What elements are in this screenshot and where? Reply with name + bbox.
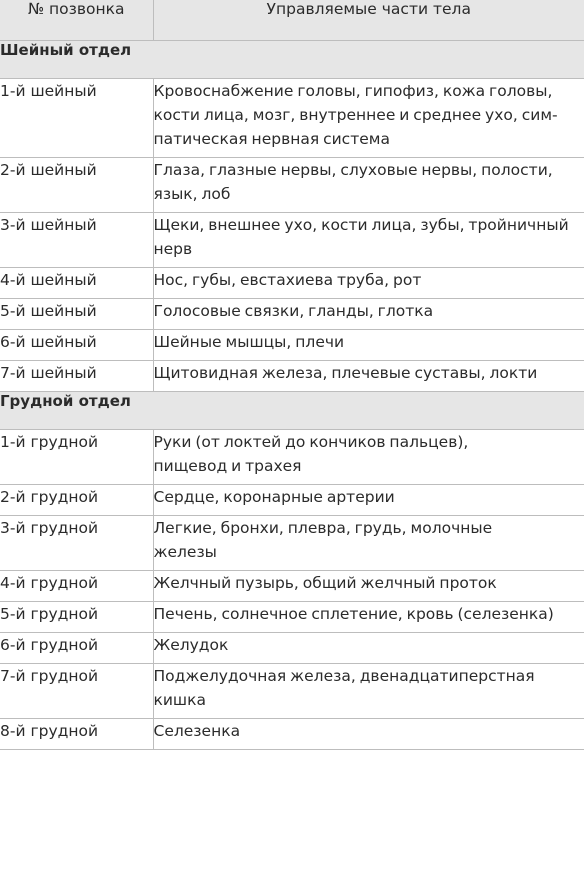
body-parts-line: нерв <box>153 240 193 258</box>
body-parts-line: Щеки, внешнее ухо, кости лица, зубы, тройничный <box>153 216 569 234</box>
vertebra-cell: 4-й грудной <box>0 571 153 602</box>
vertebra-cell: 1-й шейный <box>0 79 153 158</box>
body-parts-line: Нос, губы, евстахиева труба, рот <box>153 271 422 289</box>
body-parts-line: кишка <box>153 691 206 709</box>
body-parts-cell <box>153 158 584 213</box>
table-row <box>0 485 584 516</box>
body-parts-cell <box>153 664 584 719</box>
body-parts-cell <box>153 571 584 602</box>
vertebra-cell: 5-й грудной <box>0 602 153 633</box>
header-row <box>0 0 584 41</box>
section-row <box>0 392 584 430</box>
table-row <box>0 664 584 719</box>
column-header-vertebra: № позвонка <box>0 0 153 41</box>
table-row <box>0 268 584 299</box>
body-parts-line: Сердце, коронарные артерии <box>153 488 395 506</box>
body-parts-line: Голосовые связки, гланды, глотка <box>153 302 434 320</box>
table-row <box>0 158 584 213</box>
body-parts-cell <box>153 719 584 750</box>
section-row <box>0 41 584 79</box>
body-parts-line: Легкие, бронхи, плевра, грудь, молочные <box>153 519 493 537</box>
body-parts-cell <box>153 633 584 664</box>
vertebra-cell: 7-й шейный <box>0 361 153 392</box>
table-row <box>0 299 584 330</box>
body-parts-line: Желудок <box>153 636 229 654</box>
body-parts-cell <box>153 213 584 268</box>
table-row <box>0 571 584 602</box>
body-parts-cell <box>153 516 584 571</box>
body-parts-cell <box>153 299 584 330</box>
body-parts-cell <box>153 485 584 516</box>
body-parts-cell <box>153 602 584 633</box>
body-parts-line: железы <box>153 543 217 561</box>
section-title-cervical: Шейный отдел <box>0 41 584 79</box>
table-row <box>0 719 584 750</box>
body-parts-line: Щитовидная железа, плечевые суставы, локти <box>153 364 538 382</box>
table-row <box>0 79 584 158</box>
body-parts-cell <box>153 361 584 392</box>
vertebra-cell: 5-й шейный <box>0 299 153 330</box>
table-row <box>0 430 584 485</box>
vertebra-cell: 4-й шейный <box>0 268 153 299</box>
vertebra-cell: 3-й грудной <box>0 516 153 571</box>
body-parts-line: Поджелудочная железа, двенадцатиперстная <box>153 667 535 685</box>
body-parts-cell <box>153 79 584 158</box>
body-parts-line: Печень, солнечное сплетение, кровь (селезенка) <box>153 605 554 623</box>
table-row <box>0 602 584 633</box>
table-row <box>0 213 584 268</box>
body-parts-line: Кровоснабжение головы, гипофиз, кожа головы, <box>153 82 553 100</box>
body-parts-line: пищевод и трахея <box>153 457 302 475</box>
body-parts-cell <box>153 268 584 299</box>
body-parts-line: Глаза, глазные нервы, слуховые нервы, полости, <box>153 161 553 179</box>
vertebra-cell: 6-й грудной <box>0 633 153 664</box>
vertebra-cell: 7-й грудной <box>0 664 153 719</box>
body-parts-cell <box>153 330 584 361</box>
table-row <box>0 330 584 361</box>
section-title-thoracic: Грудной отдел <box>0 392 584 430</box>
body-parts-line: Желчный пузырь, общий желчный проток <box>153 574 497 592</box>
table-row <box>0 361 584 392</box>
body-parts-line: Руки (от локтей до кончиков пальцев), <box>153 433 469 451</box>
column-header-body-parts: Управляемые части тела <box>153 0 584 41</box>
body-parts-line: Шейные мышцы, плечи <box>153 333 345 351</box>
vertebra-cell: 2-й грудной <box>0 485 153 516</box>
vertebra-cell: 2-й шейный <box>0 158 153 213</box>
table-row <box>0 633 584 664</box>
body-parts-cell <box>153 430 584 485</box>
body-parts-line: язык, лоб <box>153 185 231 203</box>
body-parts-line: кости лица, мозг, внутреннее и среднее ухо, сим- <box>153 106 558 124</box>
body-parts-line: Селезенка <box>153 722 241 740</box>
vertebra-cell: 1-й грудной <box>0 430 153 485</box>
vertebra-cell: 6-й шейный <box>0 330 153 361</box>
table-row <box>0 516 584 571</box>
vertebra-cell: 8-й грудной <box>0 719 153 750</box>
body-parts-line: патическая нервная система <box>153 130 390 148</box>
vertebra-cell: 3-й шейный <box>0 213 153 268</box>
